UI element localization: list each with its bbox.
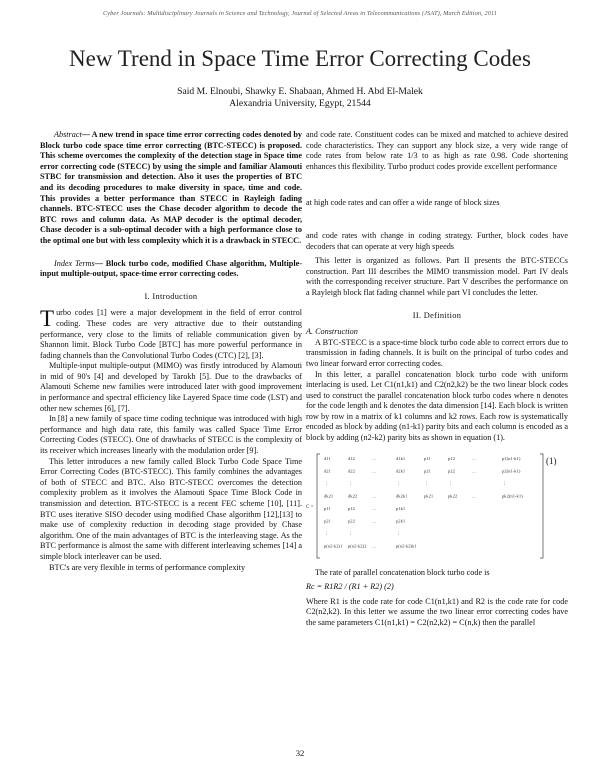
matrix-cell: p11 — [324, 505, 331, 511]
right-paragraph-1: and code rate. Constituent codes can be mixed and matched to achieve desired code characteristics. They can support any block size, a very wide range of code rates from below rate 1/3 to as high as rate 0.98. Code shortening enhances this flexibility. Turbo product codes provide excellent performance — [306, 130, 568, 171]
matrix-cell: dk22 — [348, 493, 358, 499]
intro-paragraph-5: BTC's are very flexible in terms of performance complexity — [49, 562, 246, 572]
matrix-cell: p2k1 — [396, 518, 406, 524]
matrix-cell: pk21 — [424, 493, 434, 499]
index-terms-label: Index Terms — [54, 258, 95, 268]
matrix-cell: p1(n1-k1) — [502, 455, 521, 461]
intro-paragraph-3: In [8] a new family of space time coding technique was introduced with high performance and high data rate, this family was called Space Time Error Correcting Codes (STECC). One of drawbacks of STECC is the complexity of its receiver which increases linearly with the modulation order [9]. — [40, 414, 302, 456]
subsection-heading-construction: A. Construction — [306, 327, 358, 337]
spacer — [306, 209, 568, 231]
matrix-cell: p22 — [448, 468, 455, 474]
matrix-cell: ⋮ — [324, 530, 329, 536]
matrix-cell: p22 — [348, 518, 355, 524]
matrix-cell: ⋮ — [348, 480, 353, 486]
construction-paragraph-1: A BTC-STECC is a space-time block turbo code able to correct errors due to transmission in fading channels. It is built on the principal of turbo codes and two linear forward error correcting codes. — [306, 337, 568, 368]
matrix-cell: p21 — [324, 518, 331, 524]
index-terms — [40, 259, 302, 280]
matrix-cell: pk2(n1-k1) — [502, 493, 523, 499]
matrix-cell: p21 — [424, 468, 431, 474]
authors: Said M. Elnoubi, Shawky E. Shabaan, Ahmed H. Abd El-Malek — [177, 86, 423, 97]
equation-2-number: (2) — [384, 582, 394, 592]
right-paragraph-3: and code rates with change in coding strategy. Further, block codes have decoders that can operate at very high speeds — [306, 230, 568, 251]
running-header: Cyber Journals: Multidisciplinary Journals in Science and Technology, Journal of Selected Areas in Telecommunications (JSAT), March Edition, 2011 — [102, 10, 497, 17]
matrix-cell: … — [372, 505, 377, 511]
paper-title: New Trend in Space Time Error Correcting Codes — [69, 46, 531, 71]
matrix-cell: p(n2-k2)k1 — [396, 543, 417, 549]
section-heading-introduction: I. Introduction — [144, 291, 198, 301]
organization-paragraph: This letter is organized as follows. Part II presents the BTC-STECCs construction. Part III describes the MIMO transmission model. Part IV deals with the corresponding receiver structure. Part V describes the performance on a Rayleigh block flat fading channel while part VI concludes the letter. — [306, 256, 568, 297]
matrix-cell: ⋮ — [324, 480, 329, 486]
matrix-cell: ⋮ — [396, 530, 401, 536]
matrix-cell: ⋮ — [424, 480, 429, 486]
intro-paragraph-1-text: urbo codes [1] were a major development in the field of error control coding. These codes are very attractive due to their outstanding performance, very close to the limits of reliable communication given by Shannon limit. Block Turbo Code [BTC] has more powerful performance in fading channels than the Convolutional Turbo Codes (CTC) [2], [3]. — [40, 308, 302, 360]
matrix-cell: … — [472, 493, 477, 499]
right-column — [306, 130, 568, 629]
matrix-cell: … — [372, 455, 377, 461]
matrix-cell: dk2k1 — [396, 493, 408, 499]
spacer — [306, 172, 568, 198]
matrix-cell: ⋮ — [396, 480, 401, 486]
equation-2 — [306, 582, 568, 593]
matrix-cell: p(n2-k2)2 — [348, 543, 367, 549]
index-terms-text: — Block turbo code, modified Chase algorithm, Multiple-input multiple-output, space-time error correcting codes. — [40, 258, 302, 279]
matrix-cell: p12 — [348, 505, 355, 511]
matrix-left-bracket — [317, 454, 320, 558]
affiliation: Alexandria University, Egypt, 21544 — [229, 98, 371, 109]
matrix-cell: … — [472, 455, 477, 461]
abstract — [40, 130, 302, 247]
matrix-cell: d12 — [348, 455, 355, 461]
matrix-cell: p2(n1-k1) — [502, 468, 521, 474]
matrix-cell: d1k1 — [396, 455, 406, 461]
intro-paragraph-2: Multiple-input multiple-output (MIMO) was firstly introduced by Alamouti in mid of 90's [4] and developed by Tarokh [5]. Due to the drawbacks of Alamouti Scheme new families were introduced later with good improvement in performance and spectral efficiency like Layered Space time code (LST) and other new schemes [6], [7]. — [40, 361, 302, 413]
drop-cap: T — [40, 306, 55, 332]
matrix-cell: ⋮ — [448, 480, 453, 486]
matrix-figure — [306, 450, 568, 562]
matrix-cell: … — [472, 468, 477, 474]
equation-1-number: (1) — [546, 455, 557, 466]
matrix-cell: … — [372, 493, 377, 499]
matrix-cell: d21 — [324, 468, 331, 474]
abstract-text: — A new trend in space time error correcting codes denoted by Block turbo code space time error correcting (BTC-STECC) is proposed. This scheme overcomes the complexity of the detection stage in Space time error correcting code (STECC) by using the simple and familiar Alamouti STBC for transmission and detection. Also it uses the properties of BTC and its decoding procedures to make diversity in space, time and code. This provides a better performance than STECC in Rayleigh fading channels. BTC-STECC uses the Chase decoder algorithm to decode the BTC rows and column data. As MAP decoder is the optimal decoder, Chase decoder is a sub-optimal decoder with a high performance close to the optimal one but with less complexity which it is a drawback in STECC. — [40, 130, 302, 245]
matrix-cell: … — [372, 543, 377, 549]
matrix-cell: … — [372, 468, 377, 474]
author-block — [0, 86, 600, 110]
matrix-cell: d11 — [324, 455, 331, 461]
rate-paragraph: The rate of parallel concatenation block turbo code is — [315, 567, 490, 577]
matrix-c-label: C = — [306, 504, 314, 510]
page-number: 32 — [295, 748, 305, 758]
left-column — [40, 130, 302, 573]
rate-explanation: Where R1 is the code rate for code C1(n1,k1) and R2 is the code rate for code C2(n2,k2). In this letter we assume the two linear error correcting codes have the same parameters C1(n1,k1) = C2(n2,k2) = C(n,k) then the parallel — [306, 596, 568, 628]
equation-1-matrix — [306, 450, 568, 562]
matrix-cell: d22 — [348, 468, 355, 474]
matrix-cell: p(n2-k2)1 — [324, 543, 343, 549]
matrix-cell: ⋮ — [348, 530, 353, 536]
matrix-cell: d2k1 — [396, 468, 406, 474]
construction-paragraph-2: In this letter, a parallel concatenation block turbo code with uniform interlacing is used. Let C1(n1,k1) and C2(n2,k2) be the two linear block codes used to construct the parallel concatenation block turbo codes where n denotes for the code length and k denotes the data dimension [14]. Each block is written row by row in a matrix of k1 columns and k2 rows. Each row is systematically encoded as block by adding (n1-k1) parity bits and each column is encoded as a block by adding (n2-k2) parity bits as shown in equation (1). — [306, 369, 568, 443]
matrix-cell: p11 — [424, 455, 431, 461]
intro-paragraph-1 — [40, 308, 302, 361]
matrix-cell: dk21 — [324, 493, 334, 499]
matrix-cell: pk22 — [448, 493, 458, 499]
matrix-cell: … — [372, 518, 377, 524]
equation-2-body: Rc = R1R2 / (R1 + R2) — [306, 582, 383, 592]
matrix-cell: ⋮ — [502, 480, 507, 486]
right-paragraph-2: at high code rates and can offer a wide range of block sizes — [306, 198, 500, 208]
matrix-right-bracket — [540, 454, 543, 558]
matrix-cell: p12 — [448, 455, 455, 461]
abstract-label: Abstract — [54, 130, 82, 139]
section-heading-definition: II. Definition — [412, 310, 462, 320]
intro-paragraph-4: This letter introduces a new family called Block Turbo Code Space Time Error Correcting Codes (BTC-STECC). This family combines the advantages of both of STECC and BTC. Also BTC-STECC overcomes the detection complexity problem as it involves the Alamouti Space Time Block Code in transmission and detection. BTC-STECC is a recent FEC scheme [10], [11]. BTC uses iterative SISO decoder using modified Chase algorithm [12],[13] to make use of complexity reduction in decoding stage provided by Chase algorithm. One of the main advantages of BTC is the interleaving stage. As the BTC performance is almost the same with different interleaving schemes [14] a simple block interleaver can be used. — [40, 456, 302, 561]
matrix-cell: p1k1 — [396, 505, 406, 511]
